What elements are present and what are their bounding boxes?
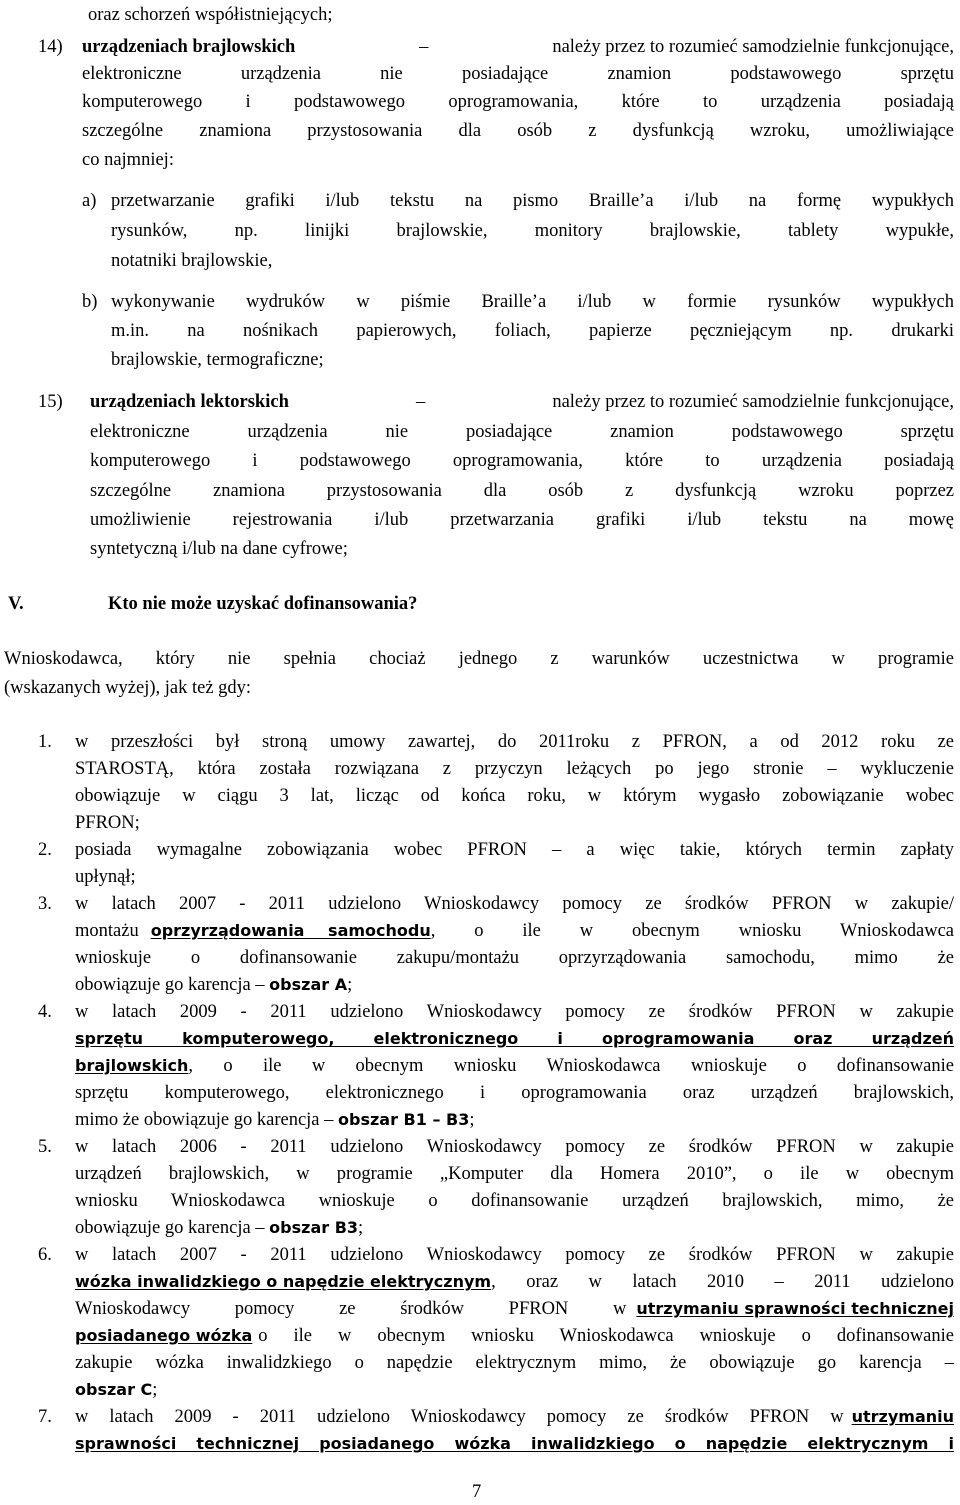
list-line: urządzeń brajlowskich, w programie „Komputer dla Homera 2010”, o ile w obecnym xyxy=(75,1164,954,1184)
list-text: , o ile w obecnym wniosku Wnioskodawca xyxy=(430,921,954,941)
emphasized-text: oprzyrządowania samochodu xyxy=(150,921,431,940)
list-number: 2. xyxy=(38,840,52,860)
definition-text: należy przez to rozumieć samodzielnie funkcjonujące, xyxy=(552,392,954,412)
definition-line: syntetyczną i/lub na dane cyfrowe; xyxy=(90,539,348,559)
list-text: w latach 2009 - 2011 udzielono Wnioskodawcy pomocy ze środków PFRON w xyxy=(75,1407,844,1427)
list-line xyxy=(75,1406,954,1430)
list-line: wniosku Wnioskodawca wnioskuje o dofinansowanie urządzeń brajlowskich, mimo, że xyxy=(75,1191,954,1211)
dash: – xyxy=(419,37,429,57)
section-title: Kto nie może uzyskać dofinansowania? xyxy=(108,594,418,614)
emphasized-text: utrzymaniu sprawności technicznej xyxy=(636,1299,954,1318)
emphasized-text: sprawności technicznej posiadanego wózka inwalidzkiego o napędzie elektrycznym i xyxy=(75,1434,954,1453)
subitem-label: b) xyxy=(82,292,98,312)
list-line xyxy=(75,974,352,998)
list-line xyxy=(75,1271,954,1295)
list-line xyxy=(75,1109,475,1133)
list-text: obowiązuje go karencja – xyxy=(75,975,265,995)
subitem-line: rysunków, np. linijki brajlowskie, monitory brajlowskie, tablety wypukłe, xyxy=(111,221,954,241)
punctuation: ; xyxy=(347,975,353,995)
intro-line: (wskazanych wyżej), jak też gdy: xyxy=(4,678,252,698)
list-line: wnioskuje o dofinansowanie zakupu/montażu oprzyrządowania samochodu, mimo że xyxy=(75,948,954,968)
definition-line: elektroniczne urządzenia nie posiadające znamion podstawowego sprzętu xyxy=(82,64,954,84)
list-text: montażu xyxy=(75,921,139,941)
definition-line: umożliwienie rejestrowania i/lub przetwarzania grafiki i/lub tekstu na mowę xyxy=(90,510,954,530)
subitem-line: m.in. na nośnikach papierowych, foliach, papierze pęczniejącym np. drukarki xyxy=(111,321,954,341)
list-line: w przeszłości był stroną umowy zawartej, do 2011roku z PFRON, a od 2012 roku ze xyxy=(75,732,954,752)
defined-term: urządzeniach lektorskich xyxy=(90,392,289,412)
list-line: w latach 2006 - 2011 udzielono Wnioskodawcy pomocy ze środków PFRON w zakupie xyxy=(75,1137,954,1157)
area-label: obszar B3 xyxy=(269,1218,359,1237)
area-label: obszar A xyxy=(269,975,348,994)
definition-line xyxy=(90,391,954,415)
subitem-label: a) xyxy=(82,191,97,211)
definition-line xyxy=(82,36,954,60)
list-text: Wnioskodawcy pomocy ze środków PFRON w xyxy=(75,1299,627,1319)
punctuation: ; xyxy=(358,1218,364,1238)
list-line: w latach 2007 - 2011 udzielono Wnioskodawcy pomocy ze środków PFRON w zakupie/ xyxy=(75,894,954,914)
list-line xyxy=(75,1217,363,1241)
list-line: STAROSTĄ, która została rozwiązana z przyczyn leżących po jego stronie – wykluczenie xyxy=(75,759,954,779)
punctuation: ; xyxy=(152,1380,158,1400)
punctuation: ; xyxy=(469,1110,475,1130)
emphasized-text: posiadanego wózka xyxy=(75,1326,253,1345)
list-number: 4. xyxy=(38,1002,52,1022)
definition-line: komputerowego i podstawowego oprogramowania, które to urządzenia posiadają xyxy=(90,451,954,471)
list-line: w latach 2007 - 2011 udzielono Wnioskodawcy pomocy ze środków PFRON w zakupie xyxy=(75,1245,954,1265)
list-number: 6. xyxy=(38,1245,52,1265)
item-number: 14) xyxy=(38,37,63,57)
page-number: 7 xyxy=(472,1482,482,1502)
list-number: 1. xyxy=(38,732,52,752)
list-line: upłynął; xyxy=(75,867,136,887)
area-label: obszar B1 – B3 xyxy=(338,1110,470,1129)
continuation-text: oraz schorzeń współistniejących; xyxy=(88,5,333,25)
list-line xyxy=(75,1379,157,1403)
list-number: 5. xyxy=(38,1137,52,1157)
emphasized-text: sprzętu komputerowego, elektronicznego i oprogramowania oraz urządzeń xyxy=(75,1029,954,1048)
list-text: mimo że obowiązuje go karencja – xyxy=(75,1110,334,1130)
list-line: sprzętu komputerowego, elektronicznego i oprogramowania oraz urządzeń brajlowskich, xyxy=(75,1083,954,1103)
list-line: posiada wymagalne zobowiązania wobec PFRON – a więc takie, których termin zapłaty xyxy=(75,840,954,860)
dash: – xyxy=(415,392,426,412)
emphasized-text: wózka inwalidzkiego o napędzie elektrycznym xyxy=(75,1272,492,1291)
list-text: , o ile w obecnym wniosku Wnioskodawca wnioskuje o dofinansowanie xyxy=(188,1056,954,1076)
list-line: w latach 2009 - 2011 udzielono Wnioskodawcy pomocy ze środków PFRON w zakupie xyxy=(75,1002,954,1022)
definition-line: szczególne znamiona przystosowania dla osób z dysfunkcją wzroku poprzez xyxy=(90,481,954,501)
subitem-line: brajlowskie, termograficzne; xyxy=(111,350,324,370)
list-text: , oraz w latach 2010 – 2011 udzielono xyxy=(491,1272,954,1292)
emphasized-text: brajlowskich xyxy=(75,1056,189,1075)
subitem-line: przetwarzanie grafiki i/lub tekstu na pismo Braille’a i/lub na formę wypukłych xyxy=(111,191,954,211)
list-number: 7. xyxy=(38,1407,52,1427)
definition-line: co najmniej: xyxy=(82,150,174,170)
subitem-line: notatniki brajlowskie, xyxy=(111,251,273,271)
intro-line: Wnioskodawca, który nie spełnia chociaż jednego z warunków uczestnictwa w programie xyxy=(4,649,954,669)
area-label: obszar C xyxy=(75,1380,153,1399)
subitem-line: wykonywanie wydruków w piśmie Braille’a i/lub w formie rysunków wypukłych xyxy=(111,292,954,312)
item-number: 15) xyxy=(38,392,63,412)
definition-text: należy przez to rozumieć samodzielnie funkcjonujące, xyxy=(552,37,954,57)
list-text: o ile w obecnym wniosku Wnioskodawca wnioskuje o dofinansowanie xyxy=(258,1326,954,1346)
list-line: obowiązuje w ciągu 3 lat, licząc od końca roku, w którym wygasło zobowiązanie wobec xyxy=(75,786,954,806)
list-line xyxy=(75,1055,954,1079)
list-line xyxy=(75,1325,954,1349)
section-number: V. xyxy=(8,594,24,614)
list-line xyxy=(75,920,954,944)
emphasized-text: utrzymaniu xyxy=(851,1407,954,1426)
list-line xyxy=(75,1298,954,1322)
definition-line: komputerowego i podstawowego oprogramowania, które to urządzenia posiadają xyxy=(82,92,954,112)
defined-term: urządzeniach brajlowskich xyxy=(82,37,296,57)
definition-line: elektroniczne urządzenia nie posiadające znamion podstawowego sprzętu xyxy=(90,422,954,442)
list-text: obowiązuje go karencja – xyxy=(75,1218,265,1238)
list-number: 3. xyxy=(38,894,52,914)
definition-line: szczególne znamiona przystosowania dla osób z dysfunkcją wzroku, umożliwiające xyxy=(82,121,954,141)
list-line: zakupie wózka inwalidzkiego o napędzie elektrycznym mimo, że obowiązuje go karencja – xyxy=(75,1353,954,1373)
list-line: PFRON; xyxy=(75,813,140,833)
